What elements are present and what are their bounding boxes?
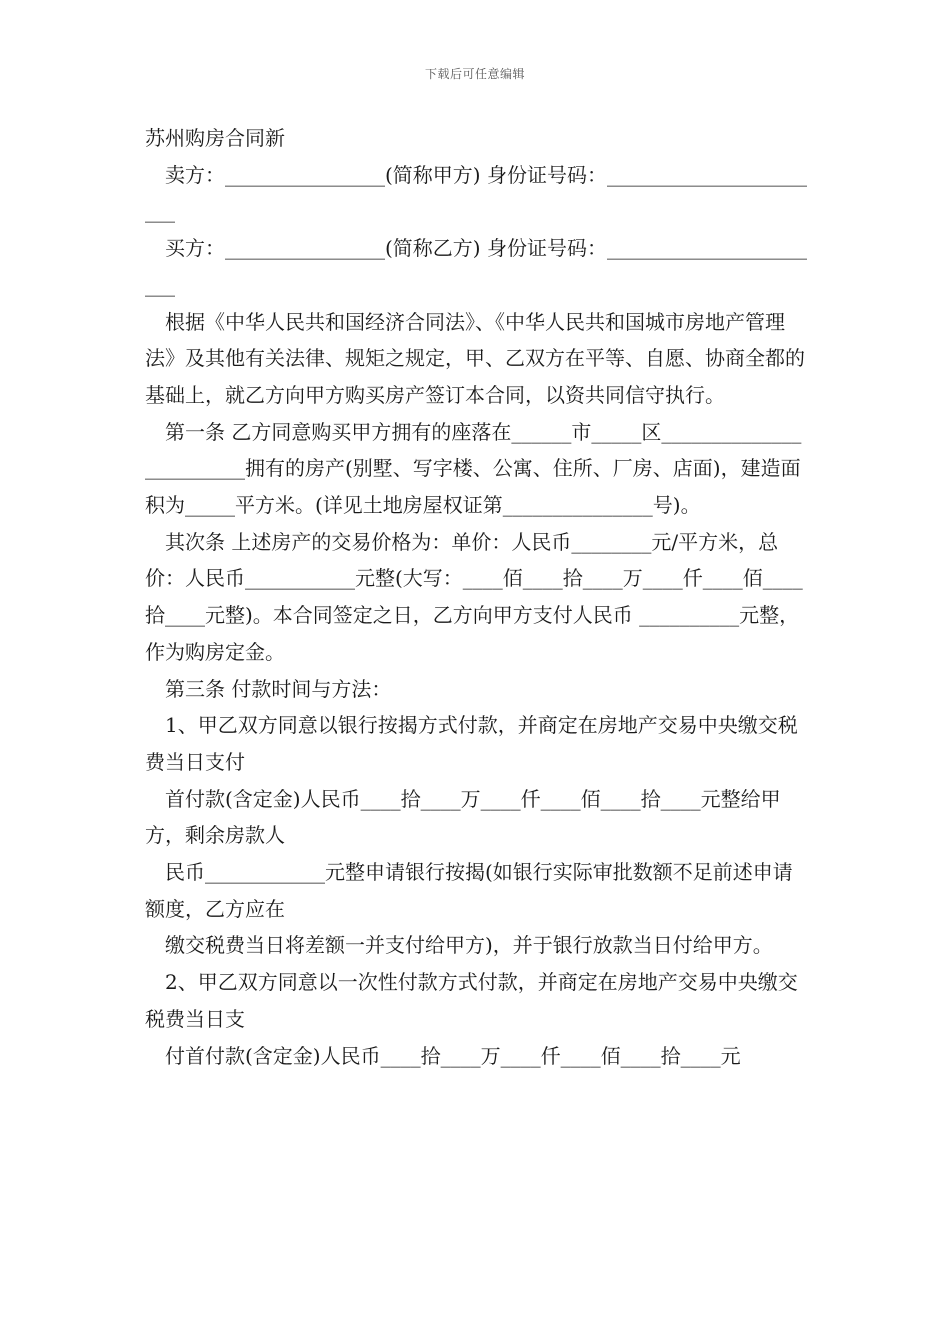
buyer-line: 买方：________________(简称乙方) 身份证号码：_______________________ — [145, 236, 807, 297]
payment-clause-2-down-payment: 付首付款(含定金)人民币____拾____万____仟____佰____拾____元 — [165, 1043, 741, 1068]
payment-clause-1-down-payment: 首付款(含定金)人民币____拾____万____仟____佰____拾____元整给甲方，剩余房款人 — [145, 786, 781, 848]
payment-clause-1-difference: 缴交税费当日将差额一并支付给甲方)，并于银行放款当日付给甲方。 — [165, 933, 773, 958]
document-title: 苏州购房合同新 — [145, 126, 285, 150]
article-one: 第一条 乙方同意购买甲方拥有的座落在______市_____区________________________拥有的房产(别墅、写字楼、公寓、住所、厂房、店面)，建造面积为_____平方米。(详见土地房屋权证第_______________号)。 — [145, 419, 802, 518]
payment-clause-2: 2、甲乙双方同意以一次性付款方式付款，并商定在房地产交易中央缴交税费当日支 — [145, 970, 798, 1031]
seller-line: 卖方：________________(简称甲方) 身份证号码：_______________________ — [145, 162, 807, 224]
preamble-paragraph: 根据《中华人民共和国经济合同法》、《中华人民共和国城市房地产管理法》及其他有关法律、规矩之规定，甲、乙双方在平等、自愿、协商全都的基础上，就乙方向甲方购买房产签订本合同，以资共同信守执行。 — [145, 309, 805, 407]
document-body — [145, 120, 810, 1074]
article-two: 其次条 上述房产的交易价格为：单价：人民币________元/平方米，总价：人民币___________元整(大写：____佰____拾____万____仟____佰____拾____元整)。本合同签定之日，乙方向甲方支付人民币 __________元整，作为购房定金。 — [145, 529, 803, 664]
article-three-heading: 第三条 付款时间与方法： — [165, 676, 392, 701]
payment-clause-1-mortgage: 民币____________元整申请银行按揭(如银行实际审批数额不足前述申请额度，乙方应在 — [145, 860, 793, 921]
payment-clause-1: 1、甲乙双方同意以银行按揭方式付款，并商定在房地产交易中央缴交税费当日支付 — [145, 713, 798, 774]
page-header-note: 下载后可任意编辑 — [424, 67, 525, 81]
